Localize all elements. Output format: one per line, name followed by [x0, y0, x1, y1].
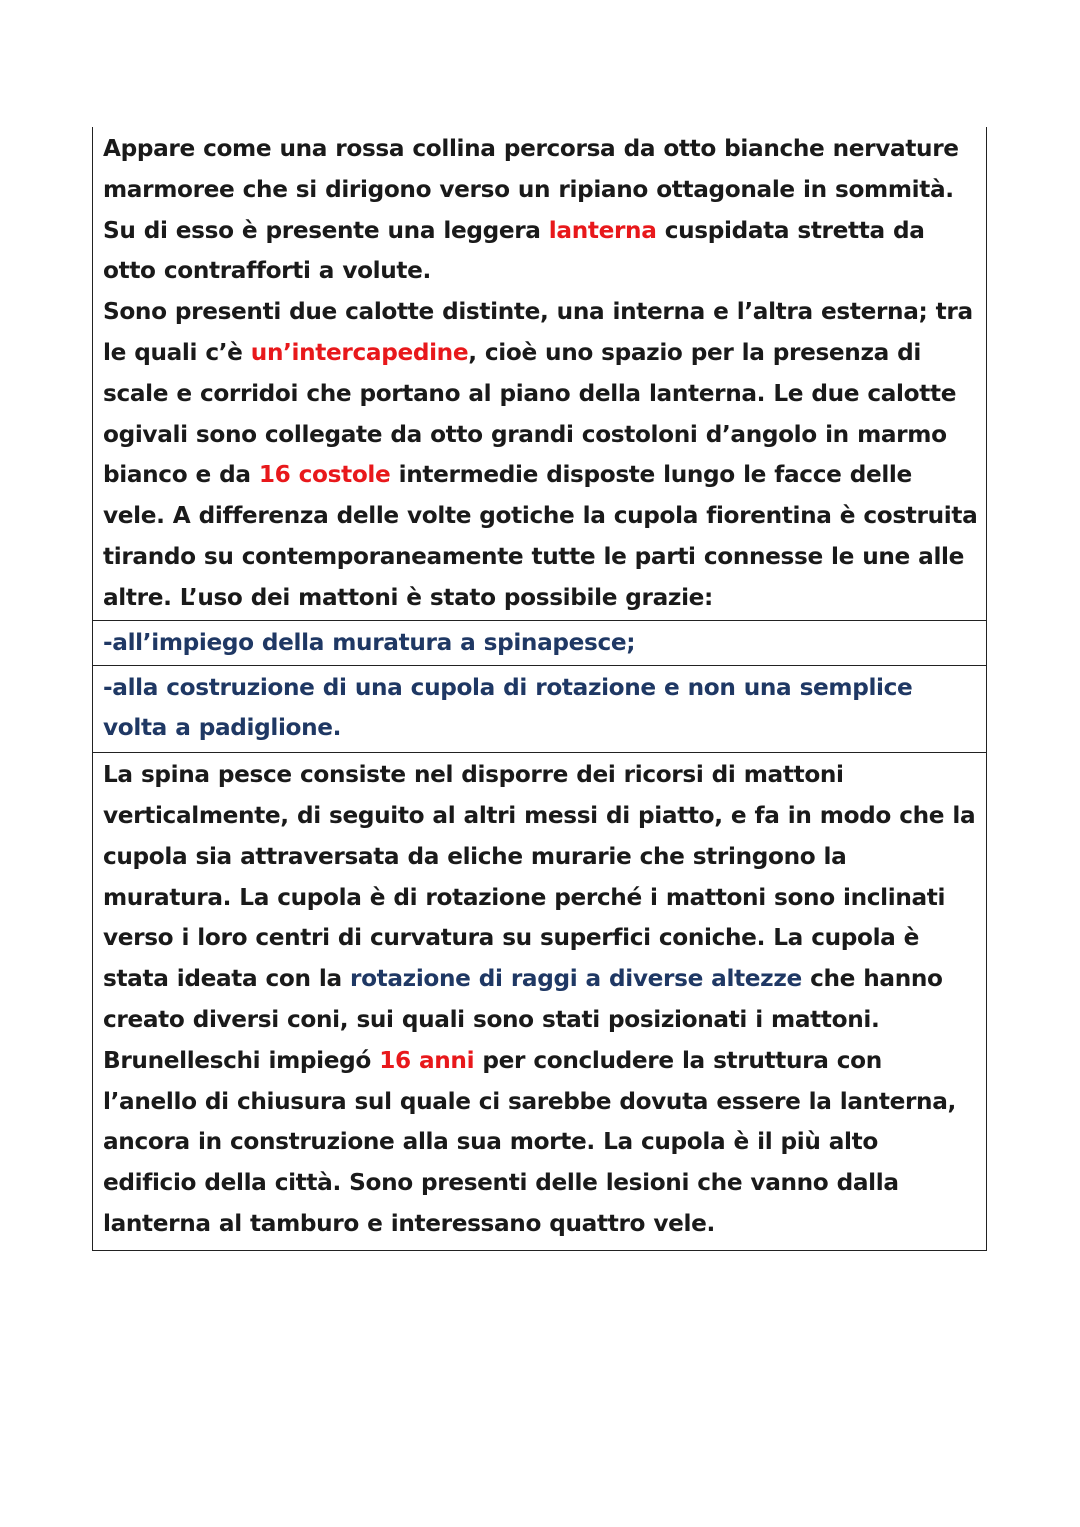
paragraph-spina-pesce — [103, 755, 978, 1245]
table-cell-spinapesce — [93, 620, 986, 665]
table-cell-explanation — [93, 752, 986, 1250]
text-run: cuspidata stretta da otto contrafforti a volute. — [103, 216, 925, 285]
highlight-lanterna: lanterna — [548, 216, 657, 244]
table-cell-rotazione — [93, 665, 986, 753]
text-run: per concludere la struttura con l’anello di chiusura sul quale ci sarebbe dovuta essere la lanterna, ancora in construzione alla sua morte. La cupola è il più alto edificio della città. Sono presenti delle lesioni che vanno dalla lanterna al tamburo e interessano quattro vele. — [103, 1046, 956, 1237]
text-run: che hanno creato diversi coni, sui quali sono stati posizionati i mattoni. Brunelleschi impiegó — [103, 965, 943, 1074]
paragraph-exterior — [103, 129, 978, 292]
highlight-16-anni: 16 anni — [379, 1046, 475, 1074]
text-run: , cioè uno spazio per la presenza di scale e corridoi che portano al piano della lanterna. Le due calotte ogivali sono collegate da otto grandi costoloni d’angolo in marmo bianco e da — [103, 338, 957, 489]
text-run: La spina pesce consiste nel disporre dei ricorsi di mattoni verticalmente, di seguito al altri messi di piatto, e fa in modo che la cupola sia attraversata da eliche murarie che stringono la muratura. La cupola è di rotazione perché i mattoni sono inclinati verso i loro centri di curvatura su superfici coniche. La cupola è stata ideata con la — [103, 761, 976, 993]
list-item-spinapesce: -all’impiego della muratura a spinapesce; — [103, 628, 636, 656]
highlight-rotazione-raggi: rotazione di raggi a diverse altezze — [349, 965, 802, 993]
text-run: Appare come una rossa collina percorsa da otto bianche nervature marmoree che si dirigono verso un ripiano ottagonale in sommità. Su di esso è presente una leggera — [103, 135, 959, 244]
text-run: intermedie disposte lungo le facce delle vele. A differenza delle volte gotiche la cupola fiorentina è costruita tirando su contemporaneamente tutte le parti connesse le une alle altre. L’uso dei mattoni è stato possibile grazie: — [103, 461, 978, 611]
highlight-16-costole: 16 costole — [258, 461, 391, 489]
paragraph-calotte — [103, 292, 978, 618]
content-table — [92, 127, 987, 1251]
highlight-intercapedine: un’intercapedine — [250, 338, 469, 366]
table-cell-description — [93, 127, 986, 620]
list-item-rotazione: -alla costruzione di una cupola di rotazione e non una semplice volta a padiglione. — [103, 673, 913, 742]
text-run: Sono presenti due calotte distinte, una interna e l’altra esterna; tra le quali c’è — [103, 298, 973, 366]
